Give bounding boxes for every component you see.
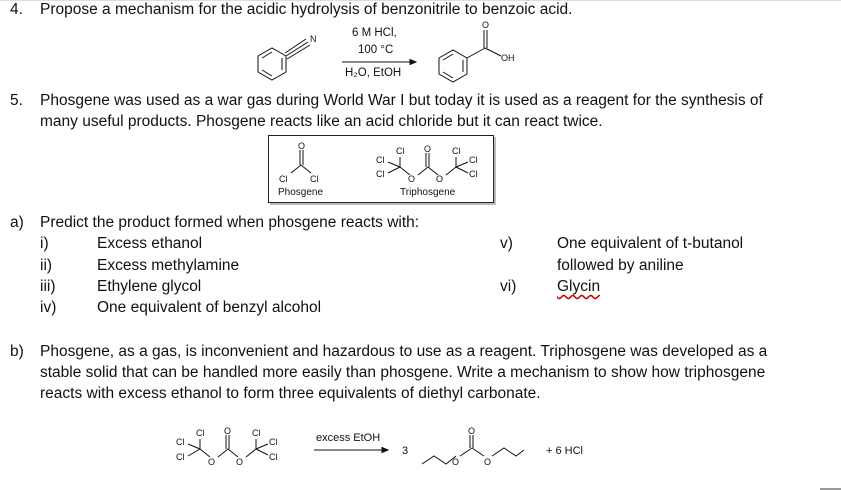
q5-number: 5. [10, 92, 23, 109]
triphosgene-cl-5: Cl [469, 155, 478, 165]
item-iii-number: iii) [40, 278, 56, 295]
triphosgene-label: Triphosgene [400, 187, 456, 198]
condition-solvent: H₂O, EtOH [345, 67, 402, 79]
triphosgene-o-carbonyl: O [424, 144, 432, 154]
part-b-line-3: reacts with excess ethanol to form three equivalents of diethyl carbonate. [40, 385, 541, 402]
acid-oh-label: OH [501, 53, 515, 63]
reactant-o-2: O [236, 457, 244, 467]
item-i-number: i) [40, 235, 49, 252]
item-iv-text: One equivalent of benzyl alcohol [97, 299, 322, 316]
coefficient-3: 3 [402, 445, 409, 457]
phosgene-label: Phosgene [278, 187, 324, 198]
q4-number: 4. [10, 1, 23, 18]
reactant-cl-5: Cl [269, 437, 278, 447]
triphosgene-cl-2: Cl [376, 155, 385, 165]
triphosgene-cl-3: Cl [376, 169, 385, 179]
reactant-cl-6: Cl [269, 452, 278, 462]
q5-line-2: many useful products. Phosgene reacts like an acid chloride but it can react twice. [40, 113, 603, 130]
reactant-cl-1: Cl [196, 428, 205, 438]
diethyl-carbonate-structure [420, 426, 530, 472]
item-ii-text: Excess methylamine [97, 257, 240, 274]
triphosgene-cl-1: Cl [396, 146, 405, 156]
phosgene-structure [279, 141, 330, 185]
reaction-arrow-part-b [314, 446, 394, 454]
part-a-label: a) [10, 214, 24, 231]
reactant-cl-3: Cl [176, 452, 185, 462]
benzonitrile-structure [244, 26, 334, 86]
triphosgene-structure [370, 145, 490, 185]
triphosgene-o-2: O [436, 174, 444, 184]
reaction-arrow-q4 [342, 58, 422, 66]
reactant-o-1: O [208, 457, 216, 467]
q4-text: Propose a mechanism for the acidic hydrolysis of benzonitrile to benzoic acid. [40, 1, 573, 18]
item-iii-text: Ethylene glycol [97, 278, 202, 295]
triphosgene-o-1: O [408, 174, 416, 184]
item-vi-text: Glycin [557, 278, 601, 295]
item-v-number: v) [500, 235, 513, 252]
part-a-prompt: Predict the product formed when phosgene reacts with: [40, 214, 420, 231]
nitrile-n-label: N [310, 34, 317, 44]
acid-o-label: O [482, 20, 490, 30]
part-b-line-1: Phosgene, as a gas, is inconvenient and hazardous to use as a reagent. Triphosgene was developed as a [40, 343, 768, 360]
item-vi-number: vi) [500, 278, 517, 295]
byproduct-hcl: + 6 HCl [546, 445, 583, 457]
item-iv-number: iv) [40, 299, 57, 316]
triphosgene-cl-4: Cl [452, 146, 461, 156]
condition-temperature: 100 °C [358, 44, 394, 56]
product-o-2: O [484, 457, 492, 467]
q5-line-1: Phosgene was used as a war gas during World War I but today it is used as a reagent for the synthesis of [40, 92, 763, 109]
item-v-line-1: One equivalent of t-butanol [557, 235, 744, 252]
item-ii-number: ii) [40, 257, 53, 274]
reagent-excess-etoh: excess EtOH [316, 432, 381, 444]
reactant-o-carbonyl: O [224, 426, 232, 436]
condition-reagent: 6 M HCl, [352, 27, 397, 39]
product-o-carbonyl: O [468, 426, 476, 436]
product-o-1: O [452, 457, 460, 467]
triphosgene-cl-6: Cl [469, 169, 478, 179]
phosgene-cl-right: Cl [310, 174, 319, 184]
triphosgene-reactant-structure [170, 424, 290, 470]
phosgene-cl-left: Cl [279, 174, 288, 184]
benzoic-acid-structure [425, 18, 525, 84]
item-i-text: Excess ethanol [97, 235, 203, 252]
part-b-line-2: stable solid that can be handled more easily than phosgene. Write a mechanism to show how triphosgene [40, 364, 766, 381]
phosgene-o-label: O [298, 141, 306, 151]
reactant-cl-2: Cl [176, 437, 185, 447]
part-b-label: b) [10, 343, 24, 360]
item-v-line-2: followed by aniline [557, 257, 684, 274]
reactant-cl-4: Cl [252, 428, 261, 438]
